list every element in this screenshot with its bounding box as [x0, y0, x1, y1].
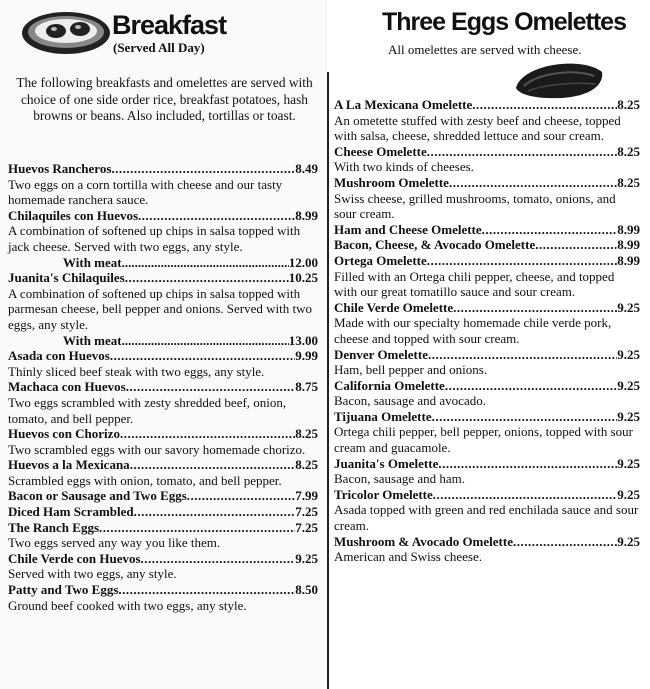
dot-leader: [445, 378, 617, 394]
menu-item-name: Cheese Omelette: [334, 143, 427, 159]
menu-item: [8, 348, 318, 379]
menu-item-name: Tricolor Omelette: [334, 486, 433, 502]
menu-item-name: The Ranch Eggs: [8, 519, 100, 535]
menu-item-description: Two eggs scrambled with zesty shredded beef, onion, tomato, and bell pepper.: [8, 394, 287, 426]
menu-item-header: [8, 582, 318, 598]
menu-item-description: Bacon, sausage and ham.: [334, 471, 466, 487]
dot-leader: [438, 456, 617, 472]
dot-leader: [449, 175, 617, 191]
menu-item-description: Scrambled eggs with onion, tomato, and bell pepper.: [8, 472, 282, 488]
dot-leader: [187, 488, 295, 504]
menu-item-meat-option: [8, 333, 318, 349]
menu-item-name: Mushroom & Avocado Omelette: [334, 533, 513, 549]
menu-item-header: [334, 144, 640, 160]
menu-item-header: [334, 253, 640, 269]
menu-item-header: [8, 488, 318, 504]
menu-item-header: [8, 457, 318, 473]
meat-option-price: 13.00: [288, 332, 318, 348]
menu-item-description: Ortega chili pepper, bell pepper, onions, topped with sour cream and guacamole.: [334, 424, 633, 456]
menu-item: [334, 222, 640, 238]
menu-item-meat-option: [8, 255, 318, 271]
menu-item-header: [334, 222, 640, 238]
menu-item-name: Asada con Huevos: [8, 348, 110, 364]
menu-item: [8, 426, 318, 457]
menu-item-description: Two eggs on a corn tortilla with cheese and our tasty homemade ranchera sauce.: [8, 176, 283, 208]
menu-item-price: 8.25: [617, 97, 640, 112]
menu-item-name: Chilaquiles con Huevos: [8, 207, 139, 223]
menu-item-header: [8, 504, 318, 520]
menu-item-description: Made with our specialty homemade chile verde pork, cheese and topped with sour cream.: [334, 315, 612, 346]
menu-item-header: [334, 378, 640, 394]
menu-item: [8, 270, 318, 348]
menu-item-price: 7.99: [295, 488, 318, 504]
meat-option-label: With meat: [63, 332, 122, 348]
menu-item-price: 8.99: [617, 252, 640, 268]
menu-item-name: Bacon or Sausage and Two Eggs: [8, 488, 187, 504]
dot-leader: [130, 457, 296, 473]
menu-item-header: [8, 426, 318, 442]
menu-item-header: [334, 409, 640, 425]
menu-item: [8, 488, 318, 504]
dot-leader: [141, 551, 296, 567]
column-divider: [327, 72, 329, 689]
menu-item-description: Two scrambled eggs with our savory homemade chorizo.: [8, 441, 306, 457]
menu-item-name: Machaca con Huevos: [8, 379, 126, 395]
menu-item-description: Bacon, sausage and avocado.: [334, 393, 486, 409]
menu-item-name: Chile Verde Omelette: [334, 299, 454, 315]
breakfast-menu-list: [8, 161, 318, 613]
menu-item: [334, 175, 640, 222]
menu-item-header: [334, 456, 640, 472]
menu-item-price: 8.49: [295, 161, 318, 176]
menu-item-description: A combination of softened up chips in salsa topped with jack cheese. Served with two eggs, any style.: [8, 223, 301, 254]
menu-item-name: Tijuana Omelette: [334, 408, 432, 424]
dot-leader: [428, 347, 617, 363]
dot-leader: [535, 237, 617, 253]
dot-leader: [432, 409, 618, 425]
menu-item-price: 7.25: [295, 519, 318, 535]
menu-item: [334, 237, 640, 253]
menu-item: [8, 520, 318, 551]
menu-item-price: 8.75: [295, 379, 318, 395]
menu-item-price: 9.25: [617, 408, 640, 424]
menu-item-header: [8, 270, 318, 286]
menu-item: [334, 300, 640, 347]
menu-item-price: 9.25: [617, 299, 640, 315]
menu-item-header: [334, 487, 640, 503]
menu-item: [334, 378, 640, 409]
menu-item-name: Diced Ham Scrambled: [8, 504, 134, 520]
menu-item-name: Juanita's Chilaquiles: [8, 270, 125, 286]
menu-item: [334, 456, 640, 487]
meat-option-label: With meat: [63, 254, 122, 270]
menu-item: [8, 161, 318, 208]
dot-leader: [134, 504, 296, 520]
dot-leader: [453, 300, 617, 316]
menu-item: [334, 144, 640, 175]
menu-item-price: 7.25: [295, 504, 318, 520]
menu-item-price: 8.25: [295, 426, 318, 442]
menu-item-name: Ortega Omelette: [334, 252, 427, 268]
menu-item-description: Ground beef cooked with two eggs, any style.: [8, 597, 247, 613]
menu-item-description: An ometette stuffed with zesty beef and cheese, topped with salsa, cheese, shredded lettuce and sour cream.: [334, 112, 621, 144]
dot-leader: [433, 487, 617, 503]
menu-item-description: Two eggs served any way you like them.: [8, 535, 221, 551]
menu-item: [8, 208, 318, 270]
omelette-icon: [512, 58, 606, 100]
menu-item-header: [8, 520, 318, 536]
menu-item-name: Huevos a la Mexicana: [8, 457, 130, 473]
menu-item-header: [8, 348, 318, 364]
menu-item-name: California Omelette: [334, 377, 445, 393]
dot-leader: [99, 520, 295, 536]
menu-item: [8, 551, 318, 582]
menu-item-name: Patty and Two Eggs: [8, 582, 119, 598]
menu-item-header: [8, 379, 318, 395]
omelettes-title: Three Eggs Omelettes: [382, 8, 626, 36]
breakfast-title: Breakfast: [112, 10, 227, 40]
menu-item-header: [334, 175, 640, 191]
menu-item-header: [8, 551, 318, 567]
menu-item-price: 9.25: [617, 486, 640, 502]
menu-item-price: 9.25: [617, 455, 640, 471]
menu-item-price: 8.99: [617, 221, 640, 237]
dot-leader: [118, 582, 295, 598]
menu-item-name: Mushroom Omelette: [334, 174, 449, 190]
menu-item-name: Chile Verde con Huevos: [8, 550, 141, 566]
menu-item-price: 9.25: [295, 550, 318, 566]
menu-item-header: [8, 208, 318, 224]
menu-item-name: Denver Omelette: [334, 346, 428, 362]
menu-item-name: Juanita's Omelette: [334, 455, 439, 471]
menu-item-price: 8.25: [295, 457, 318, 473]
menu-item: [334, 487, 640, 534]
menu-item-description: With two kinds of cheeses.: [334, 159, 474, 175]
menu-item-name: Huevos Rancheros: [8, 161, 112, 176]
dot-leader: [513, 534, 617, 550]
menu-item-header: [8, 161, 318, 177]
menu-item-name: A La Mexicana Omelette: [334, 97, 473, 112]
dot-leader: [110, 348, 295, 364]
fried-egg-icon: [20, 10, 112, 56]
menu-item-header: [334, 237, 640, 253]
menu-item-price: 8.99: [295, 207, 318, 223]
menu-item: [8, 582, 318, 613]
dot-leader: [125, 270, 289, 286]
dot-leader: [138, 208, 295, 224]
dot-leader: [472, 97, 617, 113]
breakfast-intro: The following breakfasts and omelettes are served with choice of one side order rice, breakfast potatoes, hash browns or beans. Also included, tortillas or toast.: [16, 75, 313, 123]
dot-leader: [120, 426, 295, 442]
dot-leader: [122, 255, 289, 271]
menu-item-description: American and Swiss cheese.: [334, 549, 483, 565]
breakfast-subtitle: (Served All Day): [113, 40, 205, 55]
menu-item-name: Ham and Cheese Omelette: [334, 221, 482, 237]
menu-item-header: [334, 300, 640, 316]
dot-leader: [122, 333, 289, 349]
meat-option-price: 12.00: [288, 254, 318, 270]
menu-item-header: [334, 347, 640, 363]
menu-item-description: Thinly sliced beef steak with two eggs, any style.: [8, 363, 265, 379]
menu-item-price: 8.25: [617, 143, 640, 159]
menu-item: [334, 253, 640, 300]
menu-item-price: 10.25: [288, 270, 318, 286]
menu-item-price: 9.99: [295, 348, 318, 364]
menu-item-price: 9.25: [617, 377, 640, 393]
menu-item: [334, 97, 640, 144]
dot-leader: [111, 161, 295, 177]
menu-item-price: 9.25: [617, 533, 640, 549]
menu-item-price: 9.25: [617, 346, 640, 362]
omelettes-menu-list: [334, 97, 640, 565]
menu-item-price: 8.25: [617, 174, 640, 190]
menu-item-description: A combination of softened up chips in salsa topped with parmesan cheese, bell pepper and onions. Served with two eggs, any style.: [8, 285, 312, 332]
menu-item-header: [334, 534, 640, 550]
dot-leader: [482, 222, 618, 238]
menu-item: [334, 534, 640, 565]
menu-item-description: Ham, bell pepper and onions.: [334, 362, 488, 378]
dot-leader: [427, 253, 617, 269]
dot-leader: [427, 144, 617, 160]
menu-item: [334, 347, 640, 378]
menu-item: [8, 457, 318, 488]
omelettes-subtitle: All omelettes are served with cheese.: [388, 42, 582, 57]
menu-item-header: [334, 97, 640, 113]
menu-item: [8, 504, 318, 520]
menu-item-name: Bacon, Cheese, & Avocado Omelette: [334, 237, 536, 253]
menu-item-description: Filled with an Ortega chili pepper, cheese, and topped with our great tomatillo sauce and sour cream.: [334, 268, 615, 300]
menu-item-description: Served with two eggs, any style.: [8, 566, 177, 582]
dot-leader: [126, 379, 296, 395]
menu-item-description: Swiss cheese, grilled mushrooms, tomato, onions, and sour cream.: [334, 190, 616, 222]
menu-item: [8, 379, 318, 426]
menu-item: [334, 409, 640, 456]
menu-item-price: 8.99: [617, 237, 640, 253]
menu-item-description: Asada topped with green and red enchilada sauce and sour cream.: [334, 502, 639, 534]
menu-item-name: Huevos con Chorizo: [8, 426, 120, 442]
menu-item-price: 8.50: [295, 582, 318, 598]
